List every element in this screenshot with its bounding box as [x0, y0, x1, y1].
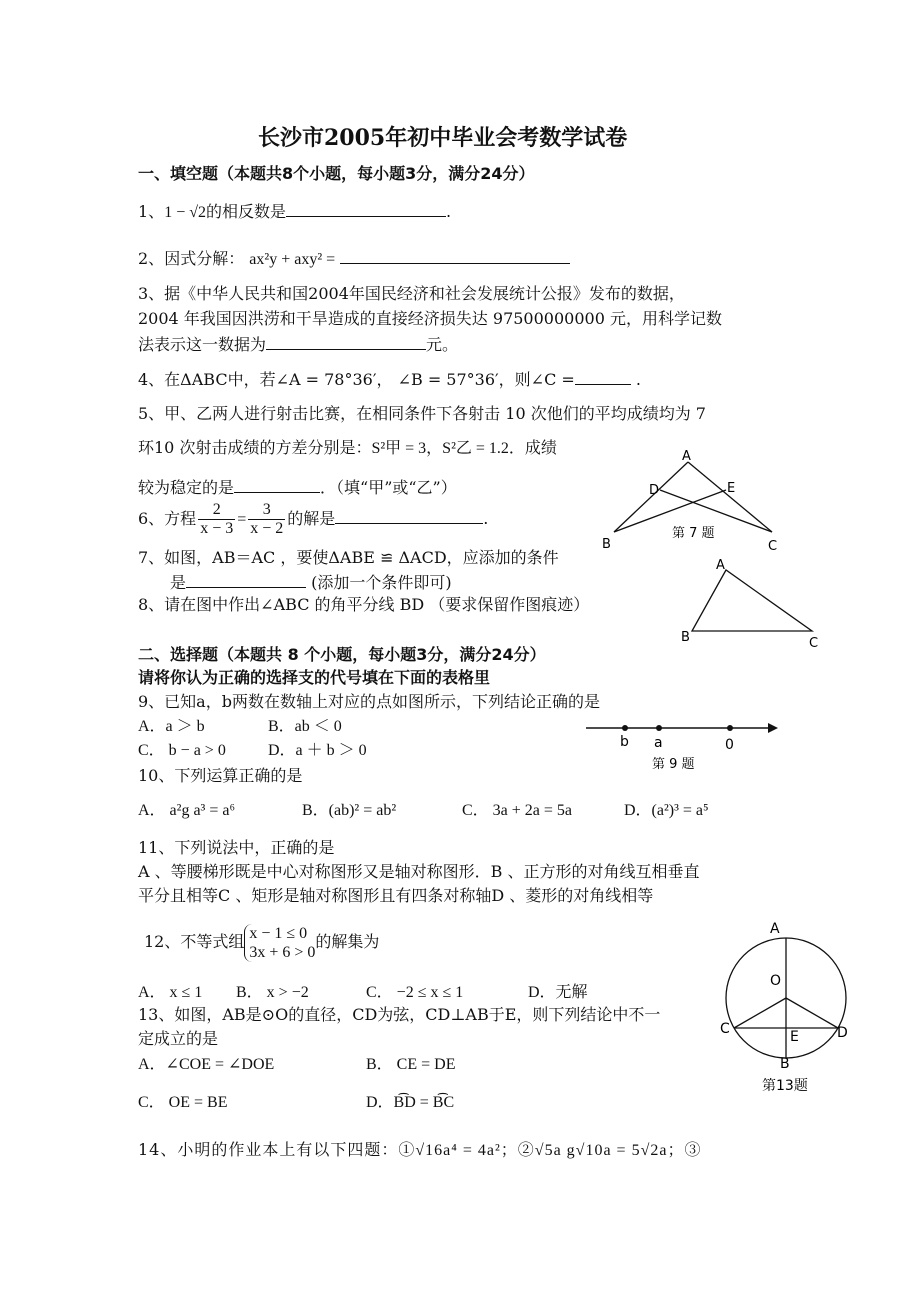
answer-blank[interactable] — [286, 200, 446, 217]
q10-option-c[interactable]: C． 3a + 2a = 5a — [462, 802, 573, 819]
question-3-line2: 2004 年我国因洪涝和干旱造成的直接经济损失达 97500000000 元，用科学记数 — [138, 309, 722, 328]
radius-oc — [734, 998, 786, 1028]
q13-option-c[interactable]: C． OE = BE — [138, 1094, 228, 1111]
q9-option-d[interactable]: D．a ＋ b ＞ 0 — [268, 742, 367, 759]
answer-blank[interactable] — [335, 507, 483, 524]
q9-option-c[interactable]: C． b − a > 0 — [138, 742, 226, 759]
arrow-icon — [768, 723, 778, 733]
question-11-stem: 11、下列说法中，正确的是 — [138, 838, 335, 857]
label-o: O — [770, 973, 782, 989]
q12-option-c[interactable]: C． −2 ≤ x ≤ 1 — [366, 984, 464, 1001]
question-7-line2: 是 (添加一个条件即可) — [170, 573, 452, 592]
answer-blank[interactable] — [340, 247, 570, 264]
label-c: C — [768, 539, 778, 554]
label-c: C — [720, 1021, 730, 1037]
q12-option-b[interactable]: B． x > −2 — [236, 984, 309, 1001]
question-5-line1: 5、甲、乙两人进行射击比赛，在相同条件下各射击 10 次他们的平均成绩均为 7 — [138, 404, 706, 423]
question-13-line2: 定成立的是 — [138, 1029, 219, 1048]
q12-option-d[interactable]: D．无解 — [528, 984, 588, 1001]
question-11-line2: 平分且相等C 、矩形是轴对称图形且有四条对称轴D 、菱形的对角线相等 — [138, 886, 654, 905]
question-7-line1: 7、如图，AB＝AC ，要使ΔABE ≌ ΔACD，应添加的条件 — [138, 548, 559, 567]
label-a: A — [682, 449, 691, 464]
figure-caption: 第13题 — [762, 1078, 808, 1094]
question-3-line1: 3、据《中华人民共和国2004年国民经济和社会发展统计公报》发布的数据， — [138, 284, 685, 303]
radius-od — [786, 998, 838, 1028]
label-b: B — [780, 1056, 790, 1072]
label-zero: 0 — [725, 737, 734, 753]
question-13-line1: 13、如图，AB是⊙O的直径，CD为弦，CD⊥AB于E，则下列结论中不一 — [138, 1005, 661, 1024]
question-4: 4、在ΔABC中，若∠A = 78°36′， ∠B = 57°36′，则∠C = . — [138, 370, 641, 389]
q9-option-a[interactable]: A．a ＞ b — [138, 718, 205, 735]
question-2: 2、因式分解： ax²y + axy² = — [138, 247, 570, 270]
fraction: $\frac{2}{x - 3}$ — [200, 501, 234, 537]
question-9-stem: 9、已知a，b两数在数轴上对应的点如图所示，下列结论正确的是 — [138, 692, 600, 711]
q10-option-d[interactable]: D．(a²)³ = a⁵ — [624, 802, 709, 819]
figure-7 — [596, 444, 792, 554]
answer-blank[interactable] — [234, 476, 320, 493]
q9-option-b[interactable]: B．ab ＜ 0 — [268, 718, 342, 735]
q13-option-a[interactable]: A．∠COE = ∠DOE — [138, 1056, 275, 1073]
section2-heading: 二、选择题（本题共 8 个小题，每小题3分，满分24分） — [138, 645, 546, 664]
edge-ac — [688, 462, 772, 532]
question-1: 1、1 − √2的相反数是 . — [138, 202, 452, 221]
question-10-stem: 10、下列运算正确的是 — [138, 766, 303, 785]
label-e: E — [727, 481, 736, 496]
figure-caption: 第 7 题 — [672, 526, 715, 541]
figure-9-number-line — [580, 716, 785, 776]
triangle-abc — [692, 570, 812, 631]
question-14: 14、小明的作业本上有以下四题：①√16a⁴ = 4a²；②√5a g√10a = 5√2a；③ — [138, 1140, 702, 1159]
label-c: C — [809, 636, 819, 651]
answer-blank[interactable] — [266, 333, 426, 350]
q10-option-a[interactable]: A． a²g a³ = a⁶ — [138, 802, 236, 819]
label-a: A — [770, 921, 780, 937]
question-3-line3: 法表示这一数据为 元。 — [138, 335, 459, 354]
point-b — [622, 725, 628, 731]
label-b: B — [602, 537, 611, 552]
question-8: 8、请在图中作出∠ABC 的角平分线 BD （要求保留作图痕迹） — [138, 595, 590, 614]
figure-13 — [716, 916, 856, 1098]
question-12-stem: 12、不等式组 x − 1 ≤ 0 3x + 6 > 0 的解集为 — [144, 924, 380, 961]
question-5-line3: 较为稳定的是 ．（填“甲”或“乙”） — [138, 478, 457, 497]
fraction: $\frac{3}{x - 2}$ — [250, 501, 284, 537]
q10-option-b[interactable]: B．(ab)² = ab² — [302, 802, 397, 819]
question-5-line2: 环10 次射击成绩的方差分别是：S²甲 = 3，S²乙 = 1.2．成绩 — [138, 438, 557, 457]
q13-option-d[interactable]: D．B͡D = B͡C — [366, 1094, 455, 1111]
q13-option-b[interactable]: B． CE = DE — [366, 1056, 456, 1073]
label-d: D — [837, 1025, 848, 1041]
point-zero — [727, 725, 733, 731]
point-a — [656, 725, 662, 731]
label-b: b — [620, 734, 629, 750]
q12-option-a[interactable]: A． x ≤ 1 — [138, 984, 203, 1001]
question-6: 6、方程 $\frac{2}{x - 3}$ = $\frac{3}{x - 2}$ 的解是 . — [138, 501, 489, 537]
section1-heading: 一、填空题（本题共8个小题，每小题3分，满分24分） — [138, 164, 535, 183]
label-b: B — [681, 630, 690, 645]
page-title: 长沙市2005年初中毕业会考数学试卷 — [258, 125, 628, 151]
inequality-system: x − 1 ≤ 0 3x + 6 > 0 — [244, 924, 315, 962]
figure-8 — [676, 555, 826, 651]
label-a: a — [654, 735, 663, 751]
section2-note: 请将你认为正确的选择支的代号填在下面的表格里 — [138, 668, 491, 687]
figure-caption: 第 9 题 — [652, 757, 695, 772]
answer-blank[interactable] — [186, 571, 306, 588]
label-e: E — [790, 1029, 799, 1045]
label-d: D — [649, 483, 660, 498]
label-a: A — [716, 558, 725, 573]
question-11-line1: A 、等腰梯形既是中心对称图形又是轴对称图形．B 、正方形的对角线互相垂直 — [138, 862, 700, 881]
answer-blank[interactable] — [575, 368, 631, 385]
